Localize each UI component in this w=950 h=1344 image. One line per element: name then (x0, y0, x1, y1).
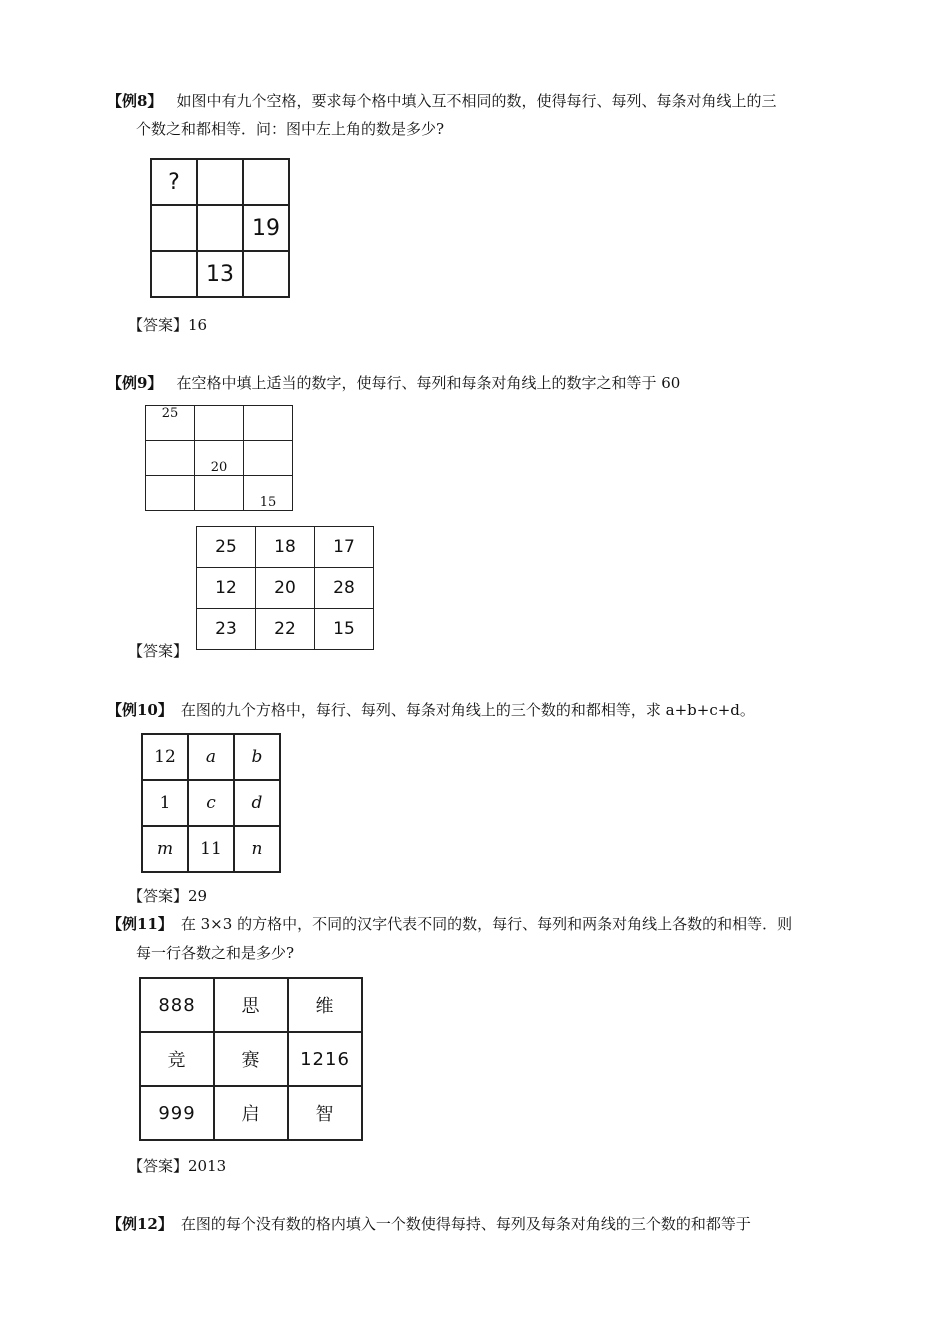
grid-cell: 20 (256, 568, 315, 609)
grid-cell (243, 251, 289, 297)
grid-cell: c (188, 780, 234, 826)
grid-cell: 17 (315, 527, 374, 568)
ex9-answer-grid (196, 526, 374, 650)
grid-cell: 思 (214, 978, 288, 1032)
ex9-label: 【例9】 (107, 374, 163, 392)
ex10-answer-value: 29 (188, 887, 208, 905)
ex11-answer (128, 1156, 226, 1176)
ex11-grid (139, 977, 363, 1141)
grid-cell: 25 (146, 406, 195, 441)
ex11-question (107, 914, 792, 934)
grid-cell (146, 441, 195, 476)
ex8-answer-label: 【答案】 (128, 316, 189, 334)
ex11-label: 【例11】 (107, 915, 173, 933)
grid-cell: 23 (197, 609, 256, 650)
grid-cell: 15 (244, 476, 293, 511)
ex12-text-line1: 在图的每个没有数的格内填入一个数使得每持、每列及每条对角线的三个数的和都等于 (180, 1215, 751, 1233)
grid-cell: a (188, 734, 234, 780)
grid-cell: 1216 (288, 1032, 362, 1086)
ex10-answer-label: 【答案】 (128, 887, 189, 905)
grid-cell: m (142, 826, 188, 872)
grid-cell: 维 (288, 978, 362, 1032)
ex10-grid (141, 733, 281, 873)
grid-cell (195, 476, 244, 511)
grid-cell: 12 (197, 568, 256, 609)
grid-cell: n (234, 826, 280, 872)
grid-cell (146, 476, 195, 511)
ex8-answer-value: 16 (188, 316, 208, 334)
grid-cell: d (234, 780, 280, 826)
ex8-answer (128, 315, 207, 335)
grid-cell: 25 (197, 527, 256, 568)
grid-cell (151, 205, 197, 251)
grid-cell: 11 (188, 826, 234, 872)
ex9-answer-label: 【答案】 (128, 642, 189, 660)
grid-cell (197, 159, 243, 205)
grid-cell: 22 (256, 609, 315, 650)
ex11-text-line2: 每一行各数之和是多少? (136, 944, 295, 962)
ex10-question (107, 700, 755, 720)
grid-cell (151, 251, 197, 297)
grid-cell: ? (151, 159, 197, 205)
grid-cell: 赛 (214, 1032, 288, 1086)
grid-cell: 19 (243, 205, 289, 251)
grid-cell (195, 406, 244, 441)
grid-cell (197, 205, 243, 251)
grid-cell (243, 159, 289, 205)
grid-cell: b (234, 734, 280, 780)
grid-cell: 999 (140, 1086, 214, 1140)
grid-cell: 12 (142, 734, 188, 780)
grid-cell: 18 (256, 527, 315, 568)
ex8-question (107, 91, 776, 111)
ex11-answer-value: 2013 (188, 1157, 227, 1175)
ex10-answer (128, 886, 207, 906)
grid-cell: 20 (195, 441, 244, 476)
ex8-text-line1: 如图中有九个空格，要求每个格中填入互不相同的数，使得每行、每列、每条对角线上的三 (176, 92, 777, 110)
grid-cell: 888 (140, 978, 214, 1032)
ex12-question (107, 1214, 751, 1234)
ex12-label: 【例12】 (107, 1215, 173, 1233)
grid-cell (244, 406, 293, 441)
ex9-question (107, 373, 680, 393)
grid-cell: 竞 (140, 1032, 214, 1086)
grid-cell: 启 (214, 1086, 288, 1140)
grid-cell: 1 (142, 780, 188, 826)
ex9-text-line1: 在空格中填上适当的数字，使每行、每列和每条对角线上的数字之和等于 60 (176, 374, 681, 392)
grid-cell: 13 (197, 251, 243, 297)
grid-cell: 28 (315, 568, 374, 609)
ex9-grid (145, 405, 293, 511)
ex8-label: 【例8】 (107, 92, 163, 110)
ex10-label: 【例10】 (107, 701, 173, 719)
ex8-text-line2: 个数之和都相等．问：图中左上角的数是多少? (136, 120, 445, 138)
grid-cell: 智 (288, 1086, 362, 1140)
ex8-grid (150, 158, 290, 298)
grid-cell: 15 (315, 609, 374, 650)
ex11-answer-label: 【答案】 (128, 1157, 189, 1175)
ex11-text-line1: 在 3×3 的方格中，不同的汉字代表不同的数，每行、每列和两条对角线上各数的和相等．则 (180, 915, 793, 933)
ex10-text-line1: 在图的九个方格中，每行、每列、每条对角线上的三个数的和都相等，求 a+b+c+d。 (180, 701, 755, 719)
grid-cell (244, 441, 293, 476)
